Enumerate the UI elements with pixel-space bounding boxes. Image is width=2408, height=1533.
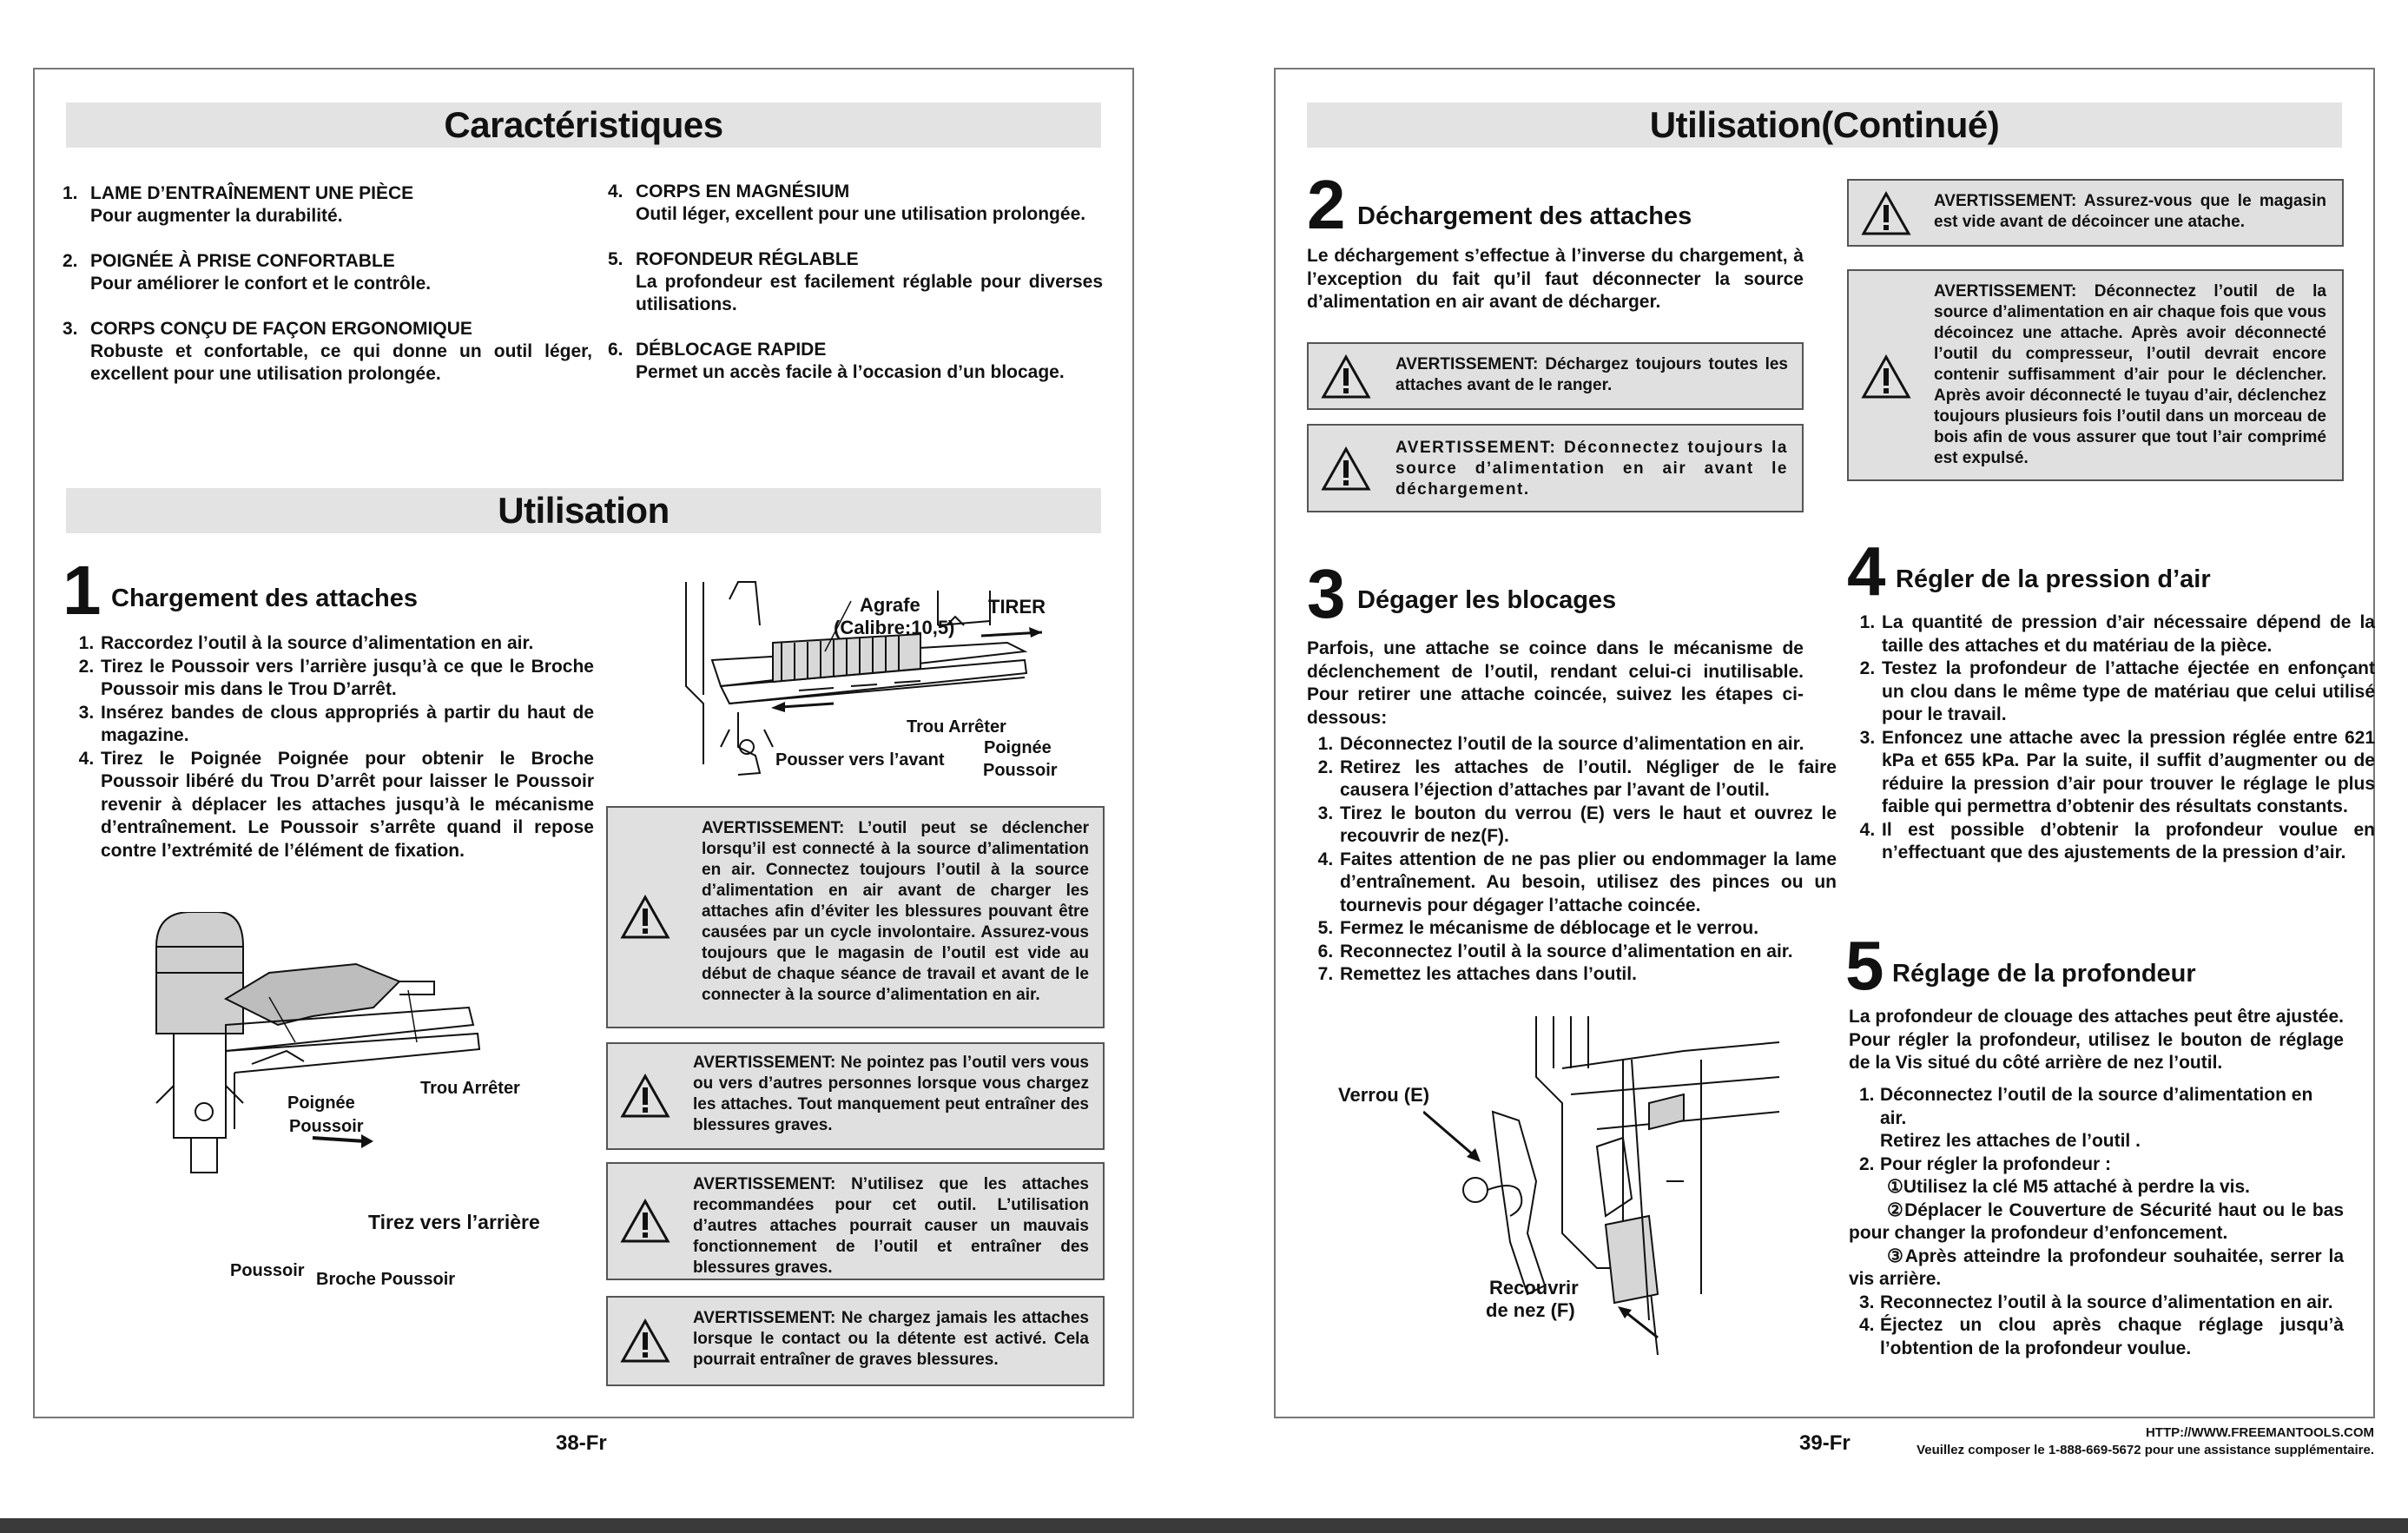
page-left: Caractéristiques 1. LAME D’ENTRAÎNEMENT UNE PIÈCE Pour augmenter la durabilité. 2. POIGNÉE À PRISE CONFORTABLE Pour améliorer le confort et le contrôle. 3. CORPS CONÇU DE FAÇON ERGONOMIQUE Robuste et confortable, ce qui donne un outil léger, excellent pour une utilisation prolongée. 4. CORPS EN MAGNÉSIUM Outil léger, excellent pour une utilisation prolongée. 5. ROFONDEUR RÉGLABLE La profondeur est facilement réglable pour diverses utilisations. 6. DÉBLOCAGE RAPIDE Permet un accès facile à l’occasion d’un blocage. Utilisation 1 Chargement des attaches 1. Raccordez l’outil à la source d’alimentation en air. 2. Tirez le Poussoir vers l’arrière jusqu’à ce que le Broche Poussoir mis dans le Trou D’arrêt. 3. Insérez bandes de clous appropriés à partir du haut de magazine. 4. Tirez le Poignée Poignée pour obtenir le Broche Poussoir libéré du Trou D’arrêt pour laisser le Poussoir revenir à déplacer les attaches jusqu’à le mécanisme d’entraînement. Le Poussoir s’arrête quand il repose contre l’extrémité de l’élément de fixation. Agrafe (Calibre:10,5) TIRER Trou Arrêter Poignée Poussoir Pousser vers l’avant Poignée Poussoir Trou Arrêter Tirez vers l’arrière Poussoir Broche Poussoir AVERTISSEMENT: L’outil peut se déclencher lorsqu’il est connecté à la source d’alimentation en air. Connectez toujours l’outil à la source d’alimentation en air avant de charger les attaches afin d’éviter les blessures pouvant être causées par un cycle involontaire. Assurez-vous toujours que le magasin de l’outil est vide au début de chaque séance de travail et avant de le connecter à la source d’alimentation en air. AVERTISSEMENT: Ne pointez pas l’outil vers vous ou vers d’autres personnes lorsque vous chargez les attaches. Tout manquement peut entraîner des blessures graves. AVERTISSEMENT: N’utilisez que les attaches recommandées pour cet outil. L’utilisation d’autres attaches pourrait causer un mauvais fonctionnement de l’outil et entraîner des blessures graves. AVERTISSEMENT: Ne chargez jamais les attaches lorsque le contact ou la détente est activé. Cela pourrait entraîner de graves blessures. (33, 68, 1134, 1418)
feature-desc: Permet un accès facile à l’occasion d’un blocage. (636, 362, 1065, 382)
list-item: 2. Tirez le Poussoir vers l’arrière jusqu’à ce que le Broche Poussoir mis dans le Trou D’arrêt. (99, 656, 594, 702)
list-item: 4. Tirez le Poignée Poignée pour obtenir le Broche Poussoir libéré du Trou D’arrêt pour laisser le Poussoir revenir à déplacer les attaches jusqu’à le mécanisme d’entraînement. Le Poussoir s’arrête quand il repose contre l’extrémité de l’élément de fixation. (99, 748, 594, 863)
list-item: 4. Faites attention de ne pas plier ou endommager la lame d’entraînement. Au besoin, utilisez des pinces ou un tournevis pour dégager l’attache coincée. (1338, 849, 1837, 918)
feature-desc: Pour augmenter la durabilité. (90, 206, 343, 226)
warning-triangle-icon (620, 1199, 670, 1244)
warning-triangle-icon (1861, 191, 1911, 236)
label-verrou: Verrou (E) (1338, 1084, 1430, 1106)
nose-latch-illustration (1423, 1008, 1788, 1372)
label-agrafe: Agrafe (860, 594, 920, 616)
warning-box: AVERTISSEMENT: Déconnectez l’outil de la source d’alimentation en air chaque fois que vous décoincez une attache. Après avoir déconnecté l’outil du compresseur, l’outil devrait encore contenir suffisamment d’air pour le déclencher. Après avoir déconnecté le tuyau d’air, déclenchez toujours plusieurs fois l’outil dans un morceau de bois afin de vous assurer que tout l’air comprimé est expulsé. (1847, 269, 2344, 481)
section-number: 1 (63, 552, 102, 629)
list-item: 2. Testez la profondeur de l’attache éjectée en enfonçant un clou dans le même type de matériau que celui utilisé pour le travail. (1880, 657, 2375, 727)
section-number: 4 (1847, 532, 1886, 610)
list-item: ③Après atteindre la profondeur souhaitée, serrer la vis arrière. (1849, 1246, 2344, 1289)
list-item: 1. La quantité de pression d’air nécessaire dépend de la taille des attaches et du matériau de la pièce. (1880, 611, 2375, 657)
warning-triangle-icon (1321, 354, 1371, 400)
label-broche: Broche Poussoir (316, 1270, 456, 1289)
list-item: 3. Insérez bandes de clous appropriés à partir du haut de magazine. (99, 702, 594, 748)
footer-phone: Veuillez composer le 1-888-669-5672 pour une assistance supplémentaire. (1917, 1443, 2374, 1457)
list-item: ②Déplacer le Couverture de Sécurité haut ou le bas pour changer la profondeur d’enfoncement. (1849, 1199, 2345, 1243)
warning-triangle-icon (1321, 446, 1371, 492)
label-tirer: TIRER (988, 596, 1046, 618)
label-trou-arreter: Trou Arrêter (907, 717, 1006, 737)
pressure-steps (1849, 611, 2375, 865)
label-poignee-2: Poignée (287, 1094, 355, 1113)
list-item: 7. Remettez les attaches dans l’outil. (1338, 963, 1837, 987)
jam-intro-text: Parfois, une attache se coince dans le mécanisme de déclenchement de l’outil, rendant celui-ci inutilisable. Pour retirer une attache coincée, suivez les étapes ci-dessous: (1307, 638, 1804, 728)
footer-url: HTTP://WWW.FREEMANTOOLS.COM (2145, 1425, 2374, 1440)
section-title: Régler de la pression d’air (1896, 565, 2211, 593)
page-right (1274, 68, 2375, 1418)
label-recouvrir-1: Recouvrir (1489, 1277, 1579, 1298)
list-item: 3. Tirez le bouton du verrou (E) vers le haut et ouvrez le recouvrir de nez(F). (1338, 803, 1837, 849)
label-calibre: (Calibre:10,5) (834, 617, 955, 638)
footer-contact (1824, 1424, 2374, 1459)
warning-box: AVERTISSEMENT: Déconnectez toujours la source d’alimentation en air avant le déchargement. (1307, 424, 1804, 512)
loading-steps (64, 632, 594, 862)
warning-triangle-icon (620, 1318, 670, 1364)
warning-box: AVERTISSEMENT: Ne chargez jamais les attaches lorsque le contact ou la détente est activé. Cela pourrait entraîner de graves blessures. (606, 1296, 1105, 1386)
label-poignee: Poignée (984, 738, 1052, 757)
section-title: Chargement des attaches (111, 585, 418, 612)
feature-title: CORPS CONÇU DE FAÇON ERGONOMIQUE (90, 319, 472, 339)
nailer-illustration (139, 912, 521, 1199)
section-title: Dégager les blocages (1357, 586, 1617, 614)
warning-box: AVERTISSEMENT: Ne pointez pas l’outil vers vous ou vers d’autres personnes lorsque vous chargez les attaches. Tout manquement peut entraîner des blessures graves. (606, 1042, 1105, 1150)
section-number: 2 (1307, 166, 1346, 243)
feature-title: LAME D’ENTRAÎNEMENT UNE PIÈCE (90, 183, 414, 203)
list-item: 4. Il est possible d’obtenir la profondeur voulue en n’effectuant que des ajustements de la pression d’air. (1880, 819, 2375, 865)
section-number: 5 (1845, 927, 1884, 1004)
label-trou-arreter-2: Trou Arrêter (420, 1079, 520, 1098)
section-title: Réglage de la profondeur (1892, 960, 2196, 988)
list-item: 2. Retirez les attaches de l’outil. Négliger de le faire causera l’éjection d’attaches par l’avant de l’outil. (1338, 757, 1837, 803)
circled-two-icon: ② (1887, 1199, 1905, 1220)
feature-title: ROFONDEUR RÉGLABLE (636, 249, 859, 269)
list-item: 3. Reconnectez l’outil à la source d’alimentation en air. (1859, 1292, 2333, 1312)
label-poussoir: Poussoir (983, 761, 1058, 780)
depth-steps (1849, 1084, 2344, 1360)
warning-triangle-icon (620, 1074, 670, 1119)
feature-title: DÉBLOCAGE RAPIDE (636, 340, 827, 360)
list-item: 4. Éjectez un clou après chaque réglage jusqu’à l’obtention de la profondeur voulue. (1859, 1315, 2344, 1358)
jam-steps (1307, 733, 1837, 987)
list-item: 1. Déconnectez l’outil de la source d’alimentation en air. (1338, 733, 1837, 757)
usage-continued-header: Utilisation(Continué) (1307, 102, 2342, 148)
label-pousser: Pousser vers l’avant (775, 750, 945, 770)
feature-title: POIGNÉE À PRISE CONFORTABLE (90, 251, 395, 271)
page-number-right: 39-Fr (1799, 1431, 1851, 1455)
feature-title: CORPS EN MAGNÉSIUM (636, 182, 850, 202)
warning-box: AVERTISSEMENT: L’outil peut se déclencher lorsqu’il est connecté à la source d’alimentation en air. Connectez toujours l’outil à la source d’alimentation en air avant de charger les attaches afin d’éviter les blessures pouvant être causées par un cycle involontaire. Assurez-vous toujours que le magasin de l’outil est vide au début de chaque séance de travail et avant de le connecter à la source d’alimentation en air. (606, 806, 1105, 1028)
feature-desc: Robuste et confortable, ce qui donne un outil léger, excellent pour une utilisation prolongée. (90, 341, 592, 384)
unloading-text: Le déchargement s’effectue à l’inverse du chargement, à l’exception du fait qu’il faut déconnecter la source d’alimentation en air avant de décharger. (1307, 246, 1804, 312)
warning-triangle-icon (1861, 354, 1911, 400)
depth-intro-text: La profondeur de clouage des attaches peut être ajustée. Pour régler la profondeur, utilisez le bouton de réglage de la Vis situé du côté arrière de nez l’outil. (1849, 1007, 2344, 1073)
section-number: 3 (1307, 555, 1346, 632)
list-item: 1. Déconnectez l’outil de la source d’alimentation en air. Retirez les attaches de l’outil . (1859, 1085, 2313, 1151)
warning-triangle-icon (620, 895, 670, 940)
usage-header: Utilisation (66, 488, 1101, 533)
bottom-band (0, 1518, 2408, 1533)
list-item: 2. Pour régler la profondeur : (1859, 1153, 2112, 1174)
feature-desc: Outil léger, excellent pour une utilisation prolongée. (636, 204, 1086, 224)
list-item: 3. Enfoncez une attache avec la pression réglée entre 621 kPa et 655 kPa. Par la suite, il suffit d’augmenter ou de réduire la pression d’air pour trouver le réglage le plus faible qui permettra d’obtenir des résultats constants. (1880, 727, 2375, 819)
label-tirez: Tirez vers l’arrière (368, 1211, 540, 1233)
feature-desc: La profondeur est facilement réglable pour diverses utilisations. (636, 272, 1103, 314)
features-header: Caractéristiques (66, 102, 1101, 148)
list-item: 6. Reconnectez l’outil à la source d’alimentation en air. (1338, 941, 1837, 964)
feature-desc: Pour améliorer le confort et le contrôle. (90, 274, 432, 294)
list-item: 5. Fermez le mécanisme de déblocage et le verrou. (1338, 917, 1837, 941)
circled-one-icon: ① (1887, 1177, 1903, 1197)
warning-box: AVERTISSEMENT: N’utilisez que les attaches recommandées pour cet outil. L’utilisation d’autres attaches pourrait causer un mauvais fonctionnement de l’outil et entraîner des blessures graves. (606, 1162, 1105, 1280)
page-number-left: 38-Fr (556, 1431, 607, 1455)
label-poussoir-2: Poussoir (289, 1117, 364, 1136)
list-item: 1. Raccordez l’outil à la source d’alimentation en air. (99, 632, 594, 656)
circled-three-icon: ③ (1887, 1246, 1905, 1266)
list-item: ①Utilisez la clé M5 attaché à perdre la vis. (1887, 1177, 2251, 1197)
warning-box: AVERTISSEMENT: Déchargez toujours toutes les attaches avant de le ranger. (1307, 342, 1804, 410)
warning-box: AVERTISSEMENT: Assurez-vous que le magasin est vide avant de décoincer une atache. (1847, 179, 2344, 247)
label-poussoir-bottom: Poussoir (230, 1261, 305, 1280)
label-recouvrir-2: de nez (F) (1486, 1299, 1575, 1321)
section-title: Déchargement des attaches (1357, 202, 1692, 230)
